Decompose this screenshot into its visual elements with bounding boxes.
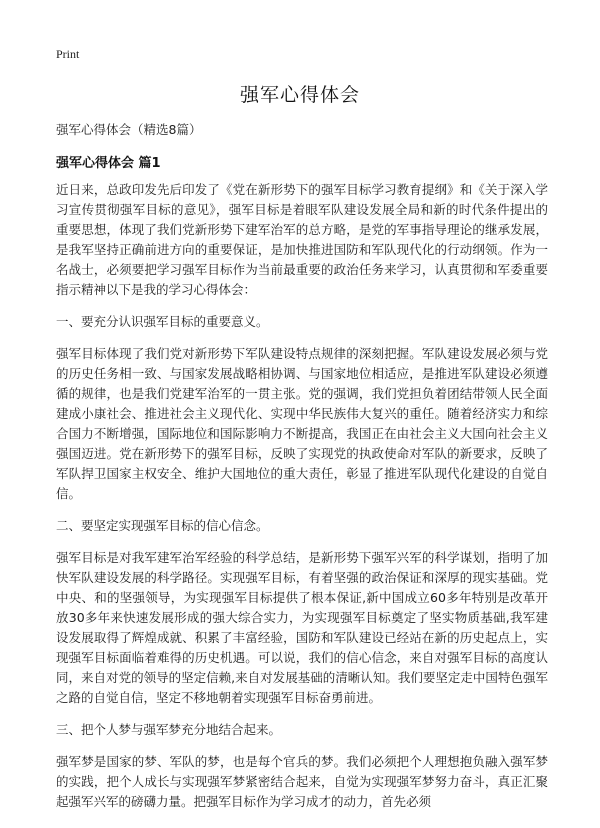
subheading-1: 一、要充分认识强军目标的重要意义。: [56, 314, 269, 329]
paragraph-3: 强军梦是国家的梦、军队的梦，也是每个官兵的梦。我们必须把个人理想抱负融入强军梦的实践，把个人成长与实现强军梦紧密结合起来，自觉为实现强军梦努力奋斗，真正汇聚起强军兴军的磅礴力量。把强军目标作为学习成才的动力，首先必须: [56, 754, 548, 809]
section-heading: 强军心得体会 篇1: [56, 156, 161, 171]
paragraph-intro: 近日来，总政印发先后印发了《党在新形势下的强军目标学习教育提纲》和《关于深入学习宣传贯彻强军目标的意见》，强军目标是着眼军队建设发展全局和新的时代条件提出的重要思想，体现了我们党新形势下建军治军的总方略，是党的军事指导理论的继承发展，是我军坚持正确前进方向的重要保证，是加快推进国防和军队现代化的行动纲领。作为一名战士，必须要把学习强军目标作为当前最重要的政治任务来学习，认真贯彻和军委重要指示精神以下是我的学习心得体会：: [56, 182, 548, 297]
subheading-2: 二、要坚定实现强军目标的信心信念。: [56, 518, 269, 533]
paragraph-1: 强军目标体现了我们党对新形势下军队建设特点规律的深刻把握。军队建设发展必须与党的历史任务相一致、与国家发展战略相协调、与国家地位相适应，是推进军队建设必须遵循的规律，也是我们党建军治军的一贯主张。党的强调，我们党担负着团结带领人民全面建成小康社会、推进社会主义现代化、实现中华民族伟大复兴的重任。随着经济实力和综合国力不断增强，国际地位和国际影响力不断提高，我国正在由社会主义大国向社会主义强国迈进。党在新形势下的强军目标，反映了实现党的执政使命对军队的新要求，反映了军队捍卫国家主权安全、维护大国地位的重大责任，彰显了推进军队现代化建设的自觉自信。: [56, 346, 548, 501]
document-subtitle: 强军心得体会（精选8篇）: [56, 122, 202, 137]
document-title: 强军心得体会: [239, 84, 360, 106]
subheading-3: 三、把个人梦与强军梦充分地结合起来。: [56, 722, 282, 737]
paragraph-2: 强军目标是对我军建军治军经验的科学总结，是新形势下强军兴军的科学谋划，指明了加快军队建设发展的科学路径。实现强军目标，有着坚强的政治保证和深厚的现实基础。党中央、和的坚强领导，为实现强军目标提供了根本保证,新中国成立60多年特别是改革开放30多年来快速发展形成的强大综合实力，为实现强军目标奠定了坚实物质基础,我军建设发展取得了辉煌成就、积累了丰富经验，国防和军队建设已经站在新的历史起点上，实现强军目标面临着难得的历史机遇。可以说，我们的信心信念，来自对强军目标的高度认同，来自对党的领导的坚定信赖,来自对发展基础的清晰认知。我们要坚定走中国特色强军之路的自觉自信，坚定不移地朝着实现强军目标奋勇前进。: [56, 550, 548, 705]
document-body: [56, 180, 548, 824]
print-link[interactable]: Print: [56, 47, 80, 61]
